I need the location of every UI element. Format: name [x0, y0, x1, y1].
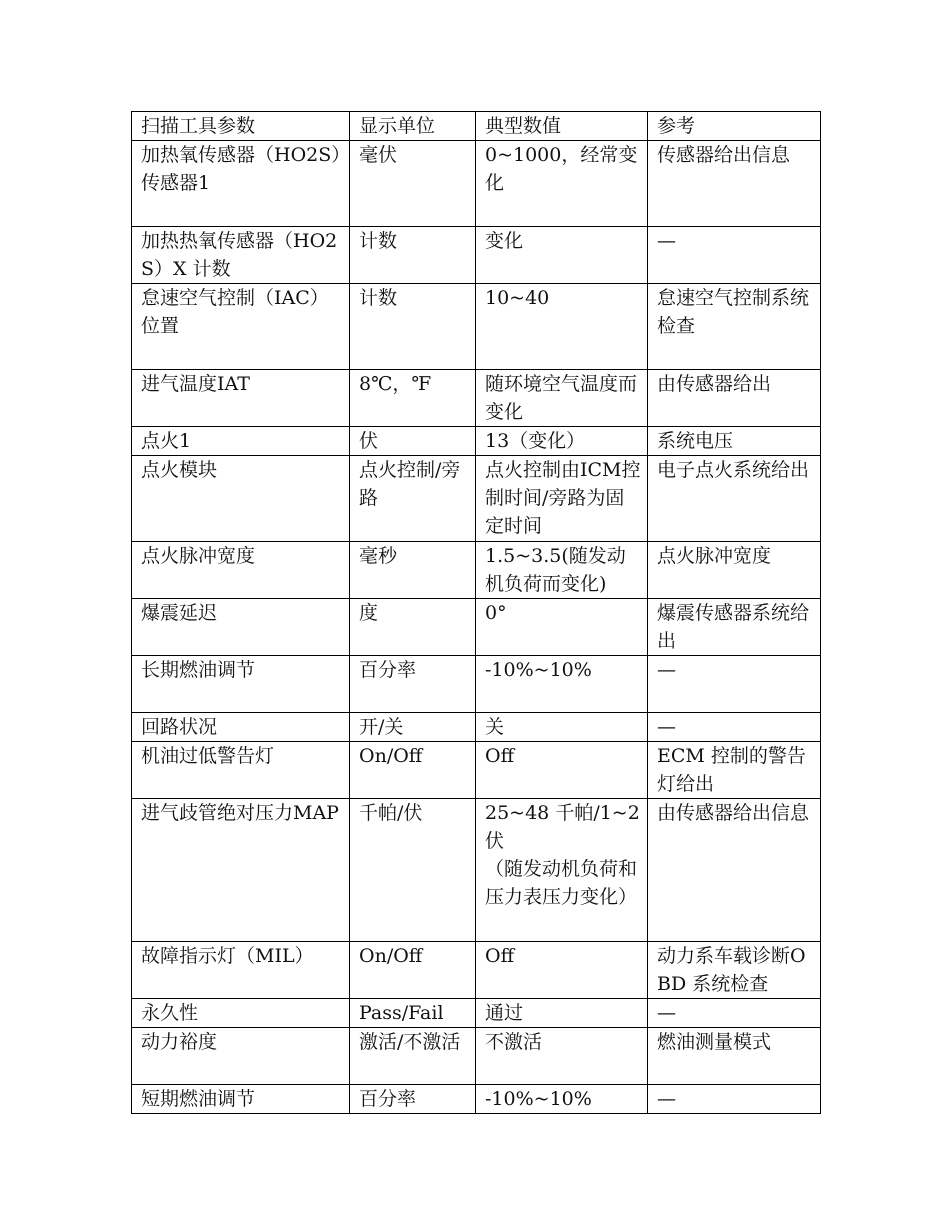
reference-cell: 由传感器给出 — [648, 370, 821, 427]
typical-value-cell: Off — [476, 742, 648, 799]
table-row — [132, 141, 821, 227]
unit-cell: 激活/不激活 — [350, 1028, 476, 1085]
parameter-cell: 机油过低警告灯 — [132, 742, 350, 799]
table-row — [132, 370, 821, 427]
reference-cell: 由传感器给出信息 — [648, 799, 821, 942]
parameter-cell: 进气温度IAT — [132, 370, 350, 427]
unit-cell: 计数 — [350, 227, 476, 284]
table-row — [132, 456, 821, 542]
typical-value-cell: 通过 — [476, 999, 648, 1028]
table-row — [132, 542, 821, 599]
table-row — [132, 1028, 821, 1085]
reference-cell: 动力系车载诊断OBD 系统检查 — [648, 942, 821, 999]
reference-cell: 爆震传感器系统给出 — [648, 599, 821, 656]
reference-cell: 点火脉冲宽度 — [648, 542, 821, 599]
unit-cell: 计数 — [350, 284, 476, 370]
parameter-cell: 怠速空气控制（IAC）位置 — [132, 284, 350, 370]
parameter-cell: 进气歧管绝对压力MAP — [132, 799, 350, 942]
typical-value-cell: -10%~10% — [476, 1085, 648, 1114]
table-row — [132, 942, 821, 999]
typical-value-cell: 点火控制由ICM控制时间/旁路为固定时间 — [476, 456, 648, 542]
parameter-cell: 长期燃油调节 — [132, 656, 350, 713]
unit-cell: Pass/Fail — [350, 999, 476, 1028]
typical-value-cell: 13（变化） — [476, 427, 648, 456]
header-cell-parameter: 扫描工具参数 — [132, 112, 350, 141]
typical-value-cell: 10~40 — [476, 284, 648, 370]
reference-cell: 燃油测量模式 — [648, 1028, 821, 1085]
parameter-cell: 点火脉冲宽度 — [132, 542, 350, 599]
reference-cell: — — [648, 999, 821, 1028]
unit-cell: 毫秒 — [350, 542, 476, 599]
header-cell-typical-value: 典型数值 — [476, 112, 648, 141]
table-row — [132, 799, 821, 942]
table-row — [132, 742, 821, 799]
parameter-cell: 加热热氧传感器（HO2S）X 计数 — [132, 227, 350, 284]
typical-value-cell: -10%~10% — [476, 656, 648, 713]
reference-cell: ECM 控制的警告灯给出 — [648, 742, 821, 799]
typical-value-cell: 变化 — [476, 227, 648, 284]
table-row — [132, 1085, 821, 1114]
unit-cell: 点火控制/旁路 — [350, 456, 476, 542]
parameter-cell: 点火模块 — [132, 456, 350, 542]
parameter-cell: 加热氧传感器（HO2S）传感器1 — [132, 141, 350, 227]
table-row — [132, 713, 821, 742]
header-cell-unit: 显示单位 — [350, 112, 476, 141]
reference-cell: — — [648, 656, 821, 713]
parameter-cell: 点火1 — [132, 427, 350, 456]
unit-cell: 伏 — [350, 427, 476, 456]
table-row — [132, 599, 821, 656]
typical-value-cell: 关 — [476, 713, 648, 742]
typical-value-cell: 0~1000，经常变化 — [476, 141, 648, 227]
typical-value-cell: 1.5~3.5(随发动机负荷而变化) — [476, 542, 648, 599]
unit-cell: 毫伏 — [350, 141, 476, 227]
table-header-row — [132, 112, 821, 141]
reference-cell: 传感器给出信息 — [648, 141, 821, 227]
reference-cell: 怠速空气控制系统检查 — [648, 284, 821, 370]
reference-cell: 系统电压 — [648, 427, 821, 456]
reference-cell: 电子点火系统给出 — [648, 456, 821, 542]
table-row — [132, 656, 821, 713]
reference-cell: — — [648, 1085, 821, 1114]
parameter-cell: 爆震延迟 — [132, 599, 350, 656]
typical-value-cell: 随环境空气温度而变化 — [476, 370, 648, 427]
table-row — [132, 999, 821, 1028]
parameter-cell: 永久性 — [132, 999, 350, 1028]
parameter-cell: 故障指示灯（MIL） — [132, 942, 350, 999]
unit-cell: 8℃，℉ — [350, 370, 476, 427]
parameter-cell: 短期燃油调节 — [132, 1085, 350, 1114]
typical-value-cell: Off — [476, 942, 648, 999]
unit-cell: 千帕/伏 — [350, 799, 476, 942]
table-row — [132, 227, 821, 284]
parameter-cell: 回路状况 — [132, 713, 350, 742]
table-row — [132, 427, 821, 456]
scan-tool-parameter-table — [131, 111, 821, 1114]
typical-value-cell: 0° — [476, 599, 648, 656]
unit-cell: 度 — [350, 599, 476, 656]
header-cell-reference: 参考 — [648, 112, 821, 141]
parameter-cell: 动力裕度 — [132, 1028, 350, 1085]
reference-cell: — — [648, 227, 821, 284]
unit-cell: On/Off — [350, 942, 476, 999]
table-row — [132, 284, 821, 370]
unit-cell: 百分率 — [350, 1085, 476, 1114]
typical-value-cell: 25~48 千帕/1~2伏 （随发动机负荷和压力表压力变化） — [476, 799, 648, 942]
unit-cell: 百分率 — [350, 656, 476, 713]
reference-cell: — — [648, 713, 821, 742]
unit-cell: 开/关 — [350, 713, 476, 742]
typical-value-cell: 不激活 — [476, 1028, 648, 1085]
unit-cell: On/Off — [350, 742, 476, 799]
